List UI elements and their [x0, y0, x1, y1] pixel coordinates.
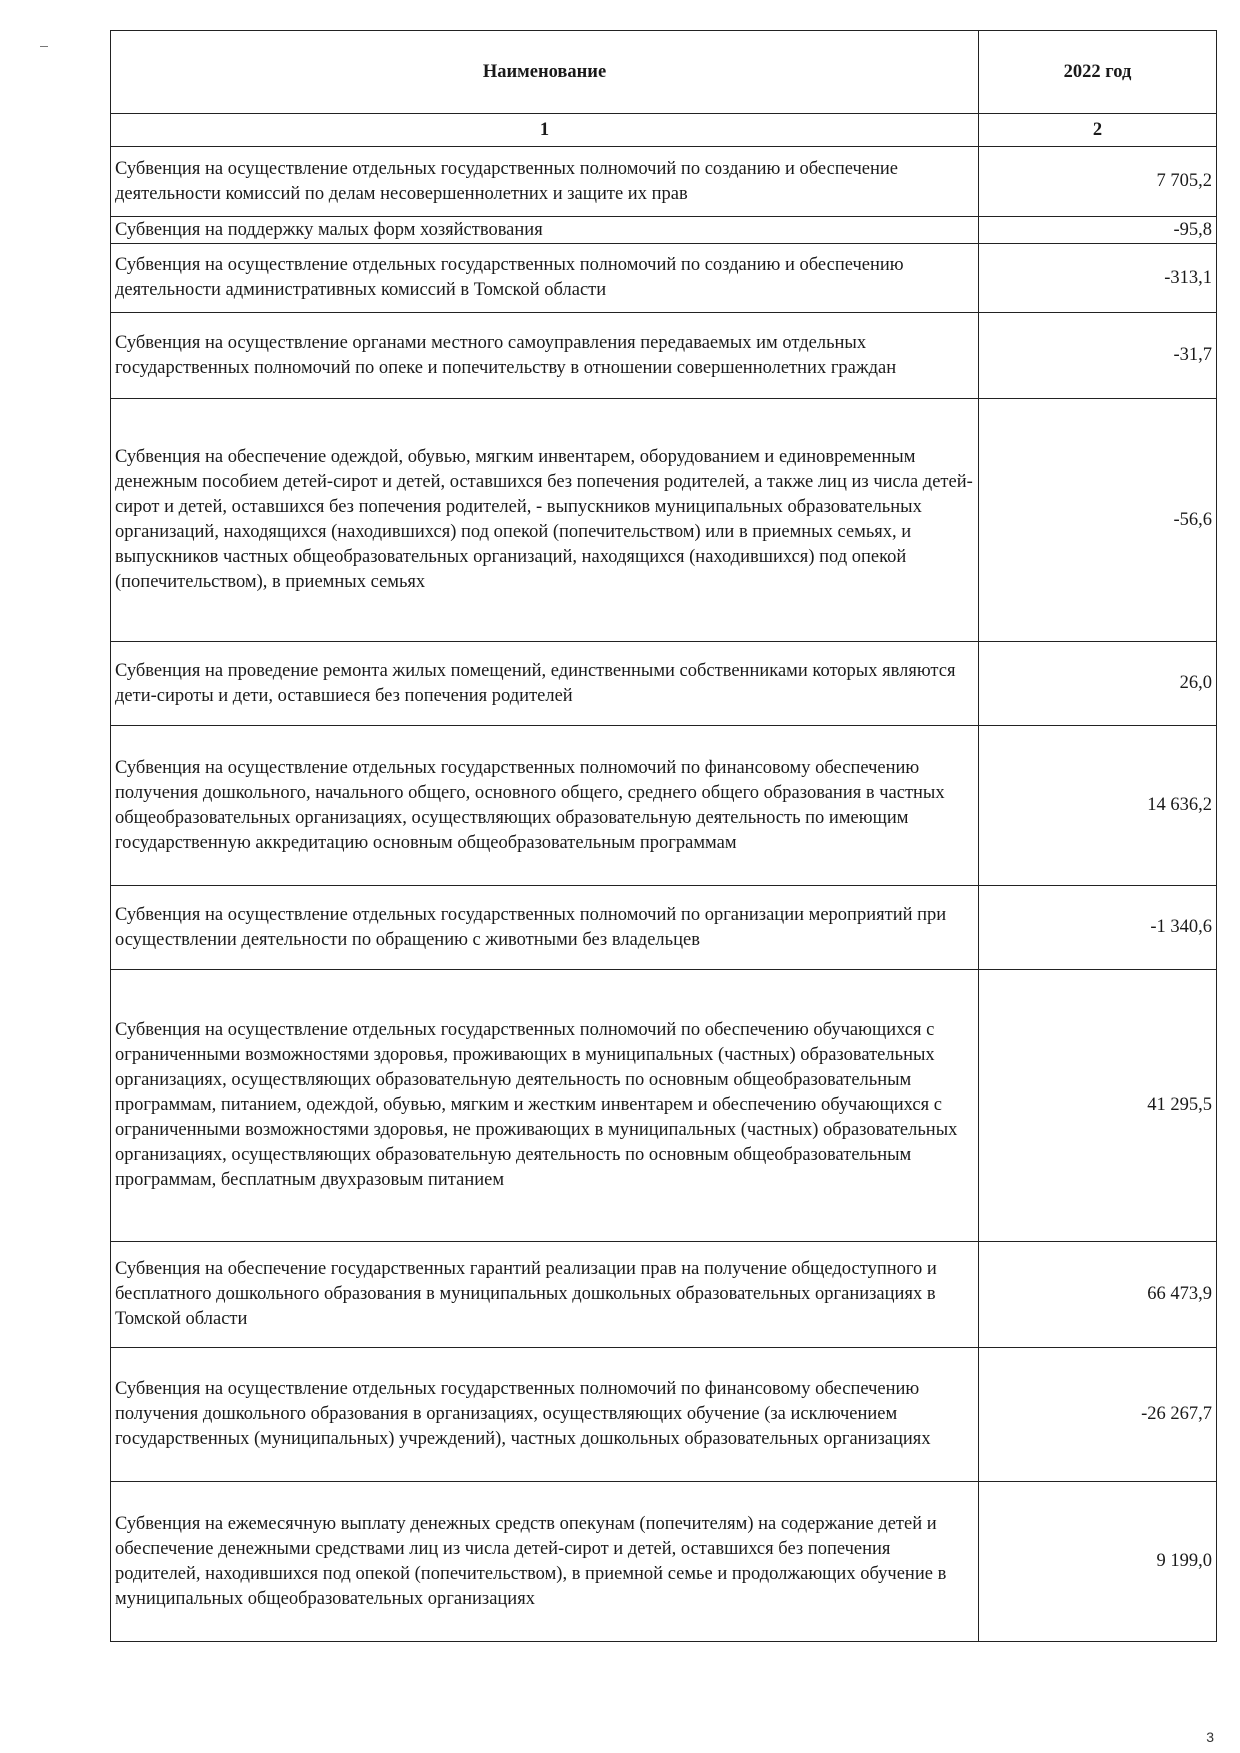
- header-year: 2022 год: [979, 31, 1217, 114]
- table-row: [111, 399, 1217, 642]
- table-row: [111, 1242, 1217, 1348]
- row-name: Субвенция на осуществление отдельных государственных полномочий по организации мероприятий при осуществлении деятельности по обращению с животными без владельцев: [111, 886, 979, 970]
- row-value: -56,6: [979, 399, 1217, 642]
- row-value: -26 267,7: [979, 1348, 1217, 1482]
- row-value: 9 199,0: [979, 1482, 1217, 1642]
- header-name: Наименование: [111, 31, 979, 114]
- subvention-table: [110, 30, 1217, 1642]
- row-value: -313,1: [979, 244, 1217, 313]
- table-row: [111, 1482, 1217, 1642]
- table-row: [111, 217, 1217, 244]
- row-name: Субвенция на осуществление органами местного самоуправления передаваемых им отдельных государственных полномочий по опеке и попечительству в отношении совершеннолетних граждан: [111, 313, 979, 399]
- row-name: Субвенция на ежемесячную выплату денежных средств опекунам (попечителям) на содержание детей и обеспечение денежными средствами лиц из числа детей-сирот и детей, оставшихся без попечения родителей, находившихся под опекой (попечительством), в приемной семье и продолжающих обучение в муниципальных общеобразовательных организациях: [111, 1482, 979, 1642]
- table-row: [111, 1348, 1217, 1482]
- table-row: [111, 147, 1217, 217]
- page-number: 3: [1206, 1729, 1214, 1745]
- table-row: [111, 970, 1217, 1242]
- document-sheet: [110, 30, 1216, 1642]
- row-name: Субвенция на осуществление отдельных государственных полномочий по созданию и обеспечению деятельности административных комиссий в Томской области: [111, 244, 979, 313]
- column-number-1: 1: [111, 114, 979, 147]
- row-name: Субвенция на поддержку малых форм хозяйствования: [111, 217, 979, 244]
- row-name: Субвенция на обеспечение государственных гарантий реализации прав на получение общедоступного и бесплатного дошкольного образования в муниципальных дошкольных образовательных организациях в Томской области: [111, 1242, 979, 1348]
- table-row: [111, 244, 1217, 313]
- row-name: Субвенция на проведение ремонта жилых помещений, единственными собственниками которых являются дети-сироты и дети, оставшиеся без попечения родителей: [111, 642, 979, 726]
- column-number-2: 2: [979, 114, 1217, 147]
- row-value: 41 295,5: [979, 970, 1217, 1242]
- row-value: -1 340,6: [979, 886, 1217, 970]
- table-row: [111, 886, 1217, 970]
- row-value: 7 705,2: [979, 147, 1217, 217]
- scan-speck: [40, 46, 48, 47]
- row-name: Субвенция на осуществление отдельных государственных полномочий по финансовому обеспечению получения дошкольного образования в организациях, осуществляющих обучение (за исключением государственных (муниципальных) учреждений), частных дошкольных образовательных организациях: [111, 1348, 979, 1482]
- row-name: Субвенция на осуществление отдельных государственных полномочий по созданию и обеспечение деятельности комиссий по делам несовершеннолетних и защите их прав: [111, 147, 979, 217]
- row-name: Субвенция на обеспечение одеждой, обувью, мягким инвентарем, оборудованием и единовременным денежным пособием детей-сирот и детей, оставшихся без попечения родителей, а также лиц из числа детей-сирот и детей, оставшихся без попечения родителей, - выпускников муниципальных образовательных организаций, находящихся (находившихся) под опекой (попечительством) или в приемных семьях, и выпускников частных общеобразовательных организаций, находящихся (находившихся) под опекой (попечительством), в приемных семьях: [111, 399, 979, 642]
- row-value: 66 473,9: [979, 1242, 1217, 1348]
- table-row: [111, 726, 1217, 886]
- table-row: [111, 313, 1217, 399]
- row-name: Субвенция на осуществление отдельных государственных полномочий по финансовому обеспечению получения дошкольного, начального общего, основного общего, среднего общего образования в частных общеобразовательных организациях, осуществляющих образовательную деятельность по имеющим государственную аккредитацию основным общеобразовательным программам: [111, 726, 979, 886]
- row-value: -31,7: [979, 313, 1217, 399]
- table-header-row: [111, 31, 1217, 114]
- table-row: [111, 642, 1217, 726]
- row-name: Субвенция на осуществление отдельных государственных полномочий по обеспечению обучающихся с ограниченными возможностями здоровья, проживающих в муниципальных (частных) образовательных организациях, осуществляющих образовательную деятельность по основным общеобразовательным программам, питанием, одеждой, обувью, мягким и жестким инвентарем и обеспечению обучающихся с ограниченными возможностями здоровья, не проживающих в муниципальных (частных) образовательных организациях, осуществляющих образовательную деятельность по основным общеобразовательным программам, бесплатным двухразовым питанием: [111, 970, 979, 1242]
- column-number-row: [111, 114, 1217, 147]
- row-value: 14 636,2: [979, 726, 1217, 886]
- row-value: -95,8: [979, 217, 1217, 244]
- row-value: 26,0: [979, 642, 1217, 726]
